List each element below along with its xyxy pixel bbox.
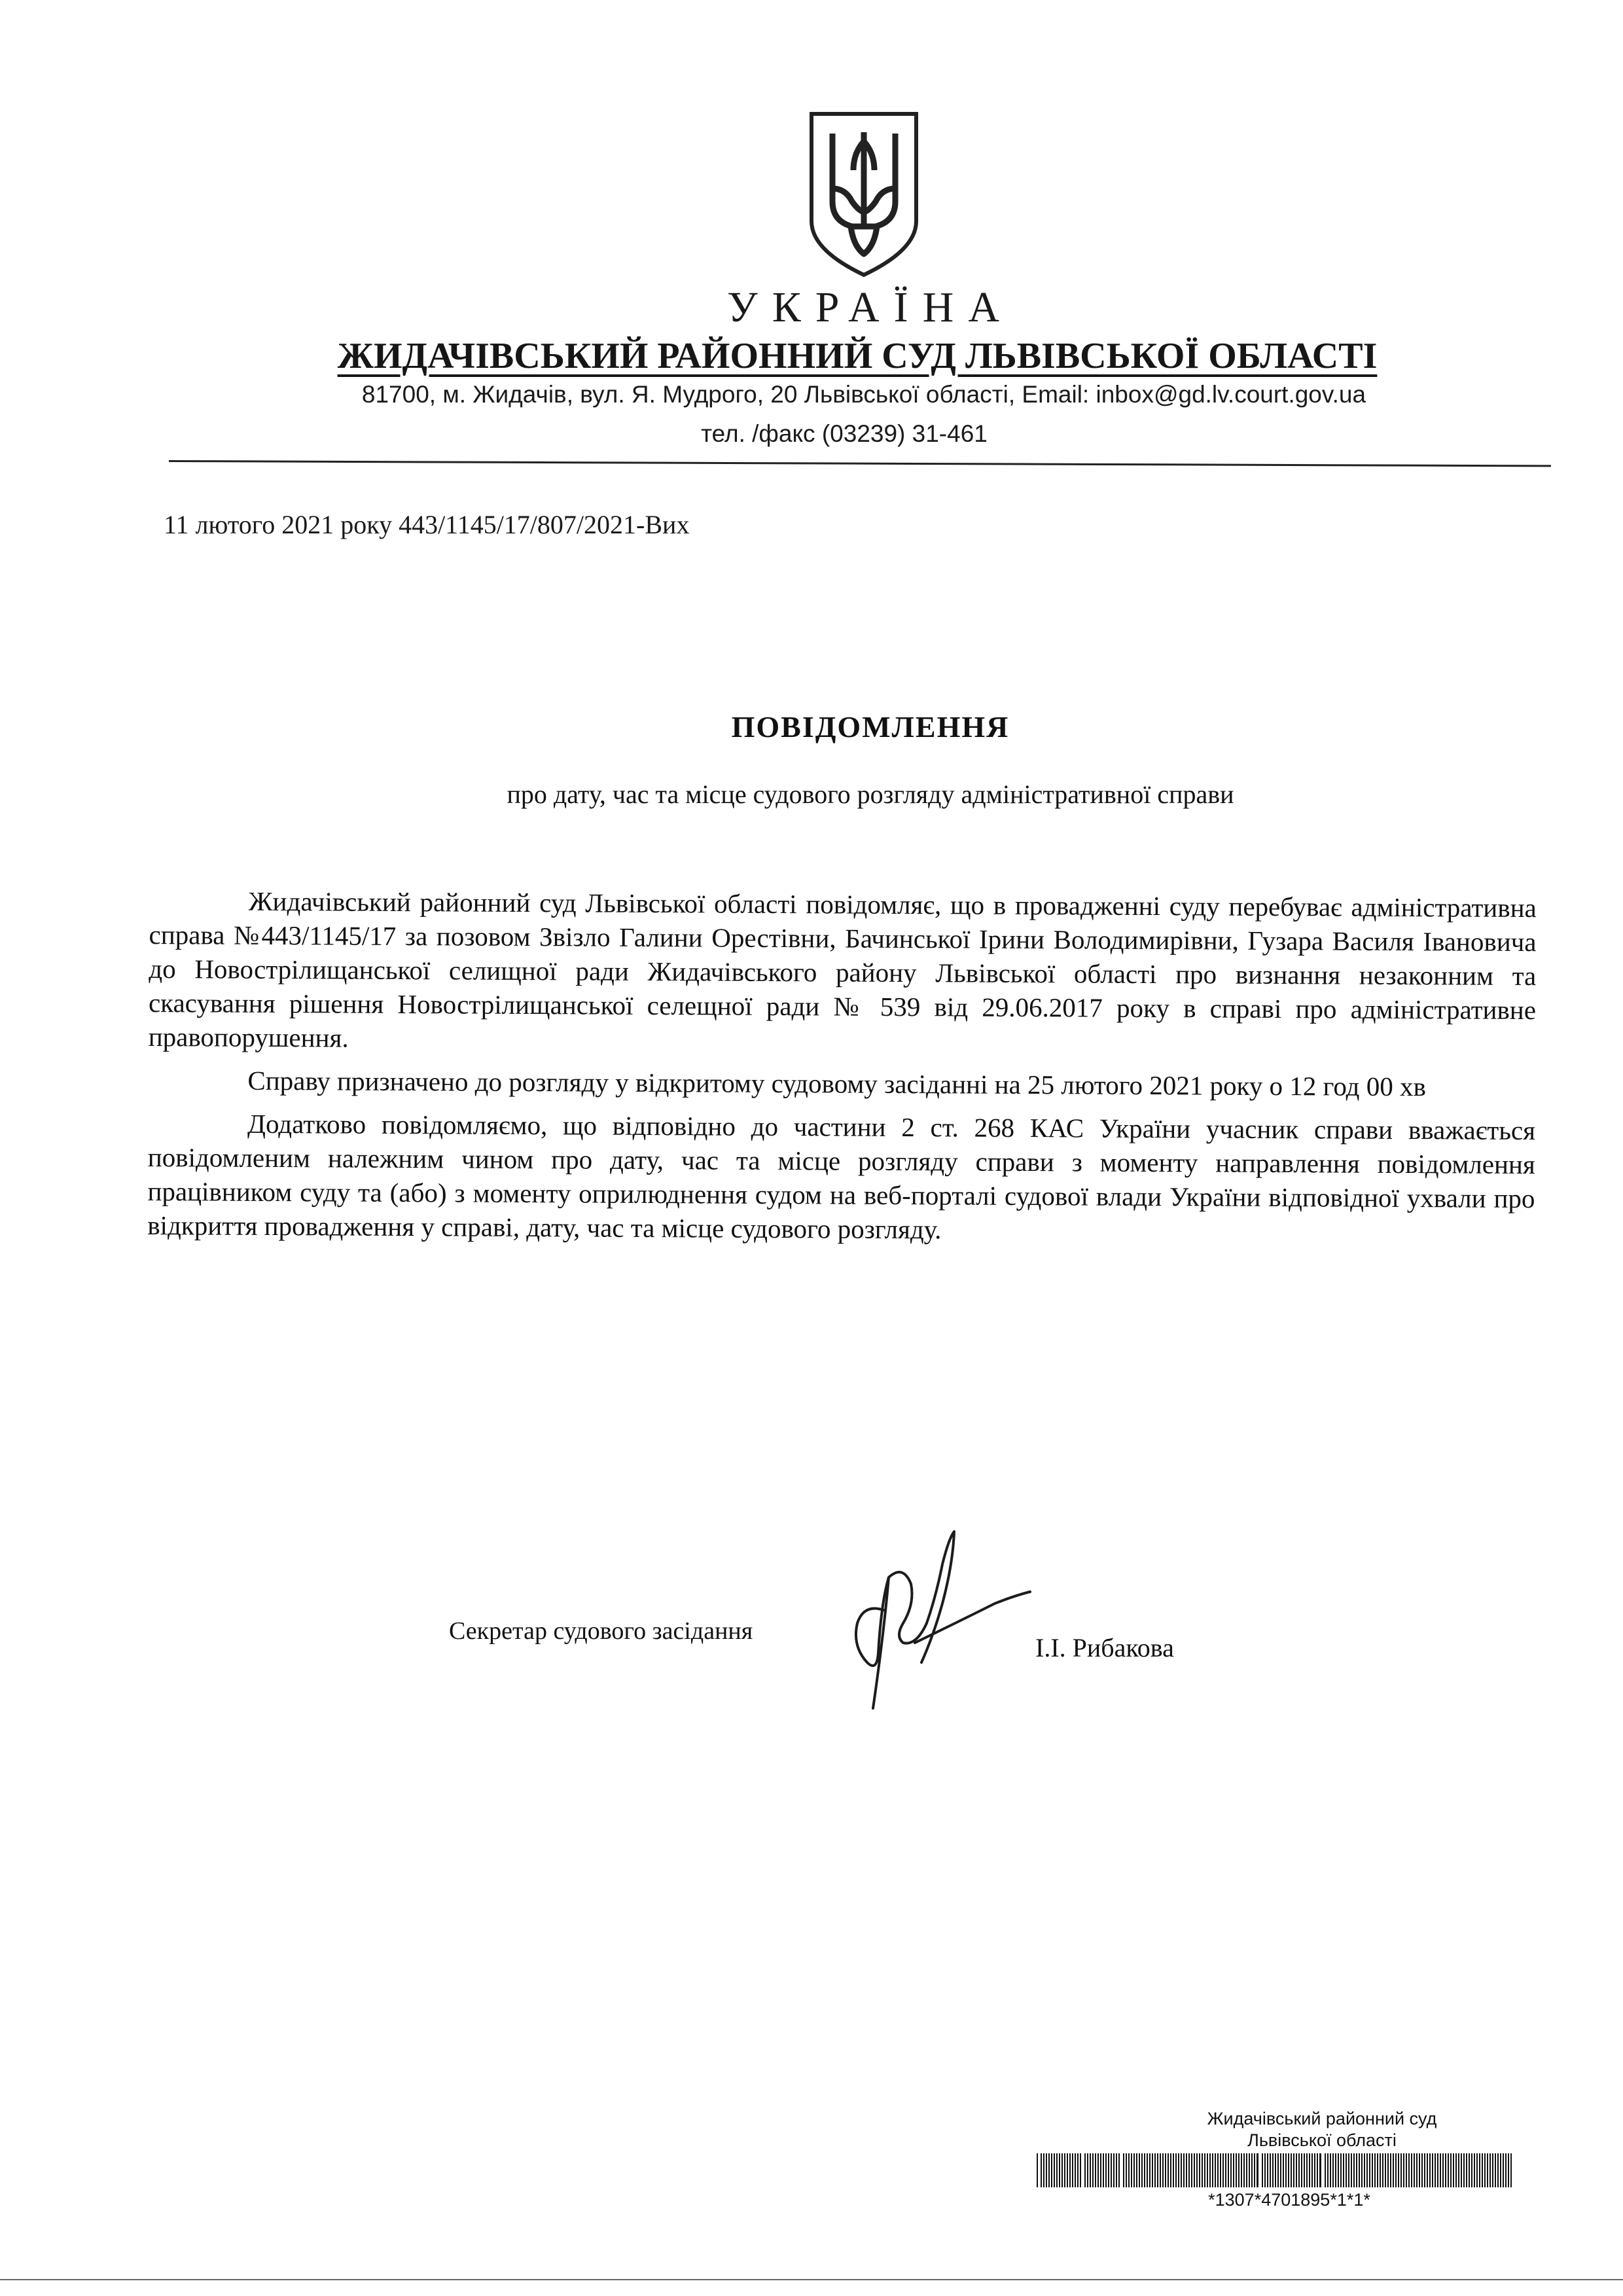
body-paragraph: Додатково повідомляємо, що відповідно до частини 2 ст. 268 КАС України учасник справи вважається повідомленим належним чином про дату, час та місце розгляду справи з моменту направлення повідомлення працівником суду та (або) з моменту оприлюднення судом на веб-порталі судової влади України відповідної ухвали про відкриття провадження у справі, дату, час та місце судового розгляду. bbox=[147, 1108, 1536, 1245]
court-phone: тел. /факс (03239) 31-461 bbox=[701, 420, 988, 447]
barcode-number: *1307*4701895*1*1* bbox=[1208, 2190, 1370, 2210]
body-paragraph: Жидачівський районний суд Львівської області повідомляє, що в провадженні суду перебуває адміністративна справа №443/1145/17 за позовом Звізло Галини Орестівни, Бачинської Ірини Володимирівни, Гузара Василя Івановича до Новострілищанської селищної ради Жидачівського району Львівської області про визнання незаконним та скасування рішення Новострілищанської селещної ради № 539 від 29.06.2017 року в справі про адміністративне правопорушення. bbox=[148, 886, 1537, 1053]
barcode-icon bbox=[1035, 2153, 1516, 2187]
handwritten-signature bbox=[805, 1505, 1041, 1728]
page-bottom-edge bbox=[0, 2279, 1623, 2280]
court-address: 81700, м. Жидачів, вул. Я. Мудрого, 20 Львівської області, Email: inbox@gd.lv.court.gov.ua bbox=[361, 381, 1366, 408]
signer-name: І.І. Рибакова bbox=[1035, 1633, 1174, 1662]
document-subtitle: про дату, час та місце судового розгляду адміністративної справи bbox=[507, 780, 1234, 809]
court-name: ЖИДАЧІВСЬКИЙ РАЙОННИЙ СУД ЛЬВІВСЬКОЇ ОБЛАСТІ bbox=[337, 336, 1378, 376]
header-divider bbox=[169, 460, 1551, 467]
notice-body bbox=[147, 884, 1537, 1259]
coat-of-arms-icon bbox=[806, 110, 921, 279]
document-title: ПОВІДОМЛЕННЯ bbox=[731, 710, 1010, 744]
body-paragraph: Справу призначено до розгляду у відкритому судовому засіданні на 25 лютого 2021 року о 12 год 00 хв bbox=[247, 1065, 1427, 1102]
country-name: УКРАЇНА bbox=[727, 283, 1014, 331]
barcode-label: Львівської області bbox=[1247, 2130, 1397, 2150]
outgoing-reference: 11 лютого 2021 року 443/1145/17/807/2021-Вих bbox=[164, 510, 690, 539]
barcode-label: Жидачівський районний суд bbox=[1207, 2109, 1437, 2128]
signer-role: Секретар судового засідання bbox=[449, 1617, 753, 1645]
